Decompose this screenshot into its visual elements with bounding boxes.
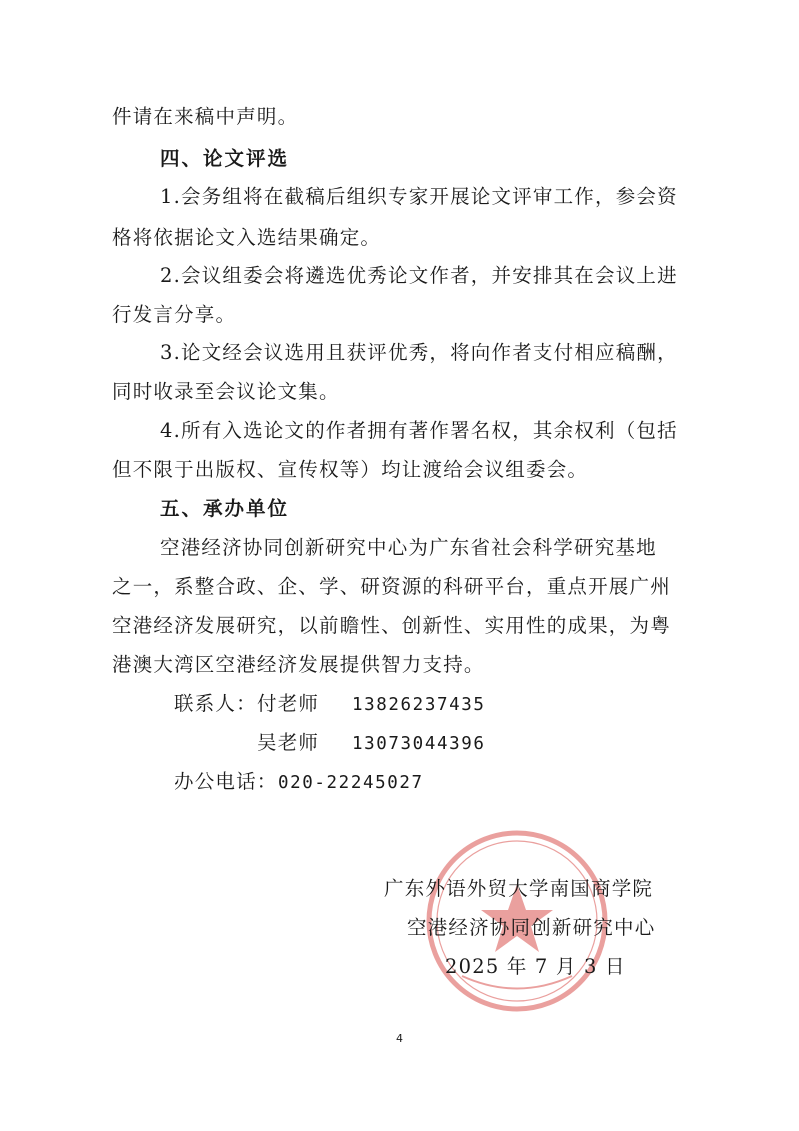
section-heading-4: 四、论文评选 [160,147,290,170]
signature-organization-2: 空港经济协同创新研究中心 [407,916,656,939]
paragraph-line: 1.会务组将在截稿后组织专家开展论文评审工作，参会资 [160,185,678,208]
contact-person-1-phone: 13826237435 [352,695,486,715]
contact-label: 联系人： [174,692,257,715]
paragraph-line: 同时收录至会议论文集。 [112,380,340,403]
section-heading-5: 五、承办单位 [160,497,290,520]
paragraph-line: 空港经济协同创新研究中心为广东省社会科学研究基地 [160,536,657,559]
page-number: 4 [396,1032,403,1045]
signature-date: 2025 年 7 月 3 日 [445,955,626,978]
paragraph-line: 件请在来稿中声明。 [112,105,299,128]
paragraph-line: 空港经济发展研究，以前瞻性、创新性、实用性的成果，为粤 [112,614,671,637]
paragraph-line: 行发言分享。 [112,303,237,326]
contact-person-2-phone: 13073044396 [352,734,486,754]
office-phone-number: 020-22245027 [278,773,424,793]
paragraph-line: 3.论文经会议选用且获评优秀，将向作者支付相应稿酬， [160,341,678,364]
contact-person-2-name: 吴老师 [257,731,320,754]
paragraph-line: 格将依据论文入选结果确定。 [112,226,382,249]
paragraph-line: 之一，系整合政、企、学、研资源的科研平台，重点开展广州 [112,575,671,598]
paragraph-line: 2.会议组委会将遴选优秀论文作者，并安排其在会议上进 [160,264,678,287]
signature-organization-1: 广东外语外贸大学南国商学院 [384,877,654,900]
paragraph-line: 4.所有入选论文的作者拥有著作署名权，其余权利（包括 [160,419,678,442]
paragraph-line: 但不限于出版权、宣传权等）均让渡给会议组委会。 [112,458,589,481]
paragraph-line: 港澳大湾区空港经济发展提供智力支持。 [112,653,485,676]
contact-person-1-name: 付老师 [257,692,320,715]
office-phone-label: 办公电话： [174,770,278,793]
